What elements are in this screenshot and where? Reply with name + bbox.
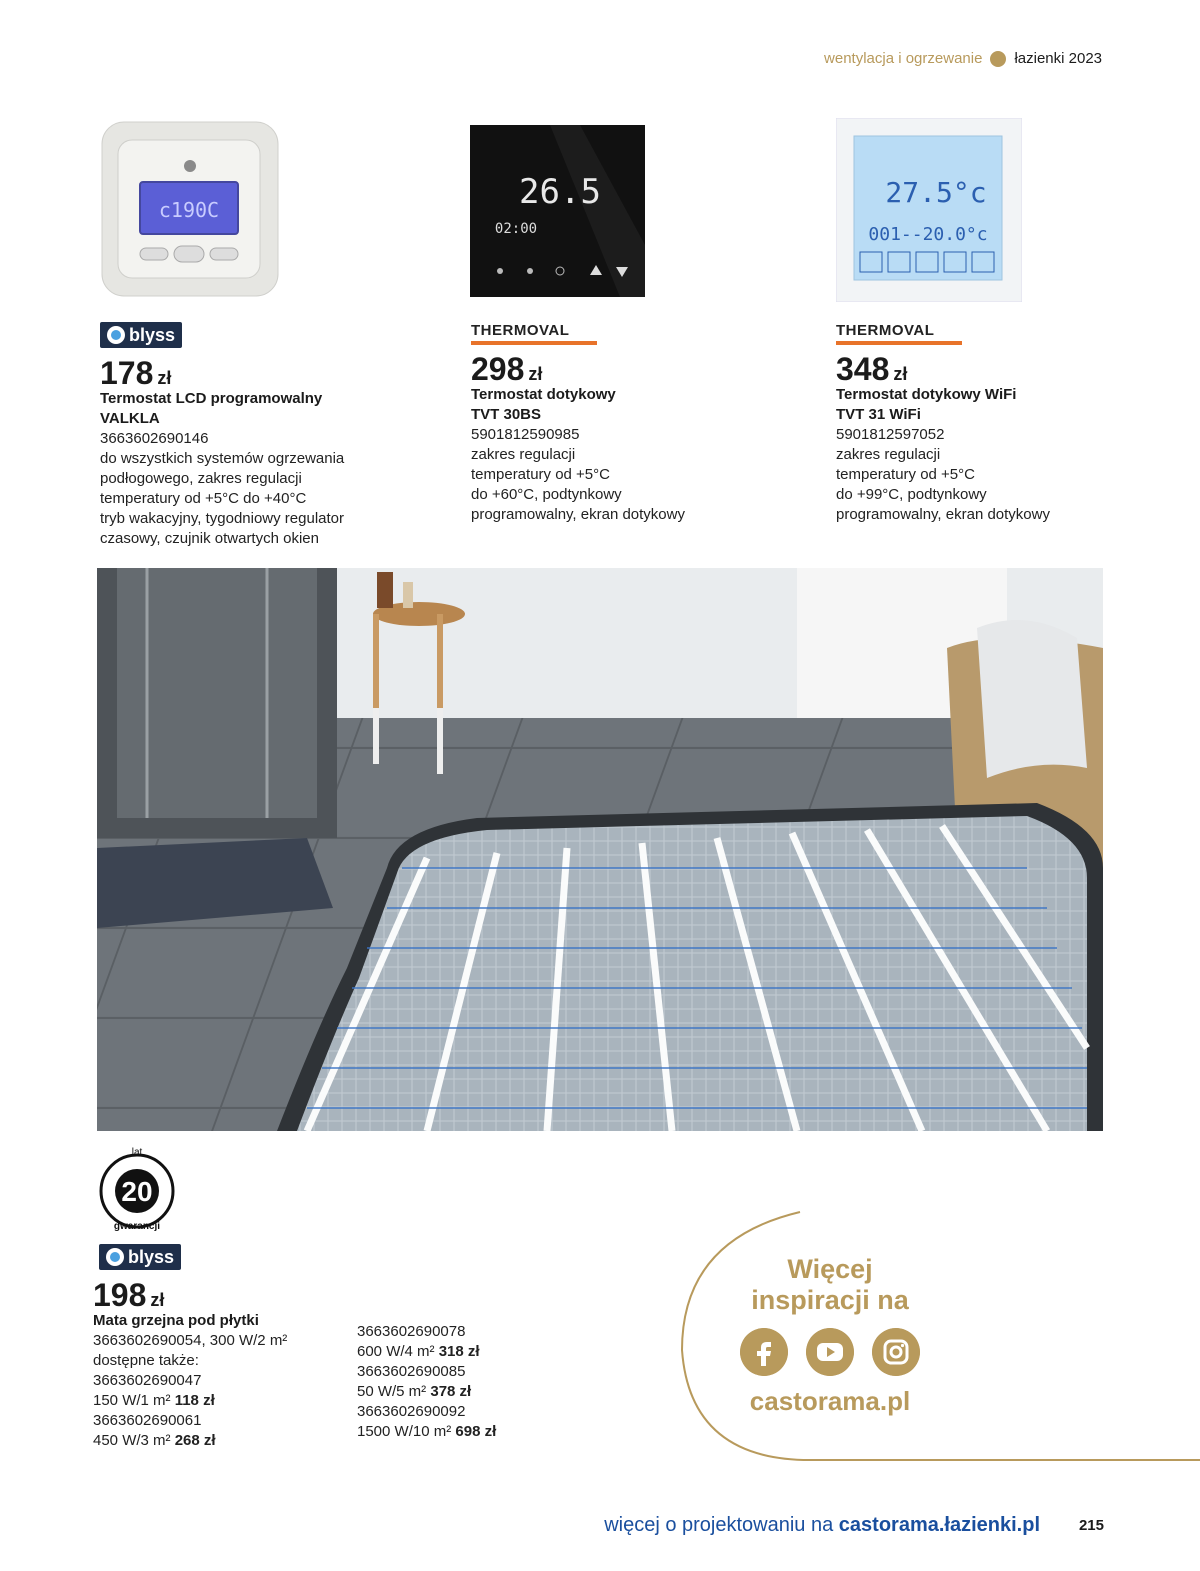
price-value: 198 — [93, 1277, 147, 1313]
page-number: 215 — [1078, 1517, 1104, 1534]
product-name: Mata grzejna pod płytki — [93, 1312, 259, 1329]
footer-link[interactable]: castorama.łazienki.pl — [838, 1514, 1040, 1536]
product-desc-line: czasowy, czujnik otwartych okien — [100, 530, 319, 547]
price-currency: zł — [528, 364, 543, 384]
variant-line: 3663602690047 — [93, 1372, 202, 1389]
social-promo — [680, 1210, 1200, 1462]
product-name-line2: VALKLA — [100, 410, 160, 427]
variant-price: 268 zł — [174, 1432, 216, 1449]
variant-line: 3663602690078 — [357, 1323, 466, 1340]
brand-logo-thermoval: THERMOVAL — [471, 322, 597, 345]
promo-heading — [734, 1254, 926, 1316]
variant-line: 3663602690092 — [357, 1403, 466, 1420]
variant-line: 3663602690054, 300 W/2 m² — [93, 1332, 288, 1349]
product-desc-line: zakres regulacji — [471, 446, 576, 463]
youtube-icon[interactable] — [806, 1328, 854, 1376]
product-desc-line: programowalny, ekran dotykowy — [836, 506, 1050, 523]
product-image-valkla — [100, 120, 280, 298]
price — [100, 357, 420, 389]
variant-line: 150 W/1 m² 118 zł — [93, 1392, 215, 1409]
valkla-display-text: c190C — [158, 198, 220, 222]
product-image-tvt30bs — [470, 125, 645, 297]
product-tvt31wifi — [836, 322, 1136, 525]
product-desc-line: do wszystkich systemów ogrzewania — [100, 450, 345, 467]
variant-price: 378 zł — [430, 1383, 472, 1400]
blyss-logo-icon — [107, 326, 125, 344]
warranty-number: 20 — [121, 1176, 153, 1207]
warranty-badge — [96, 1147, 178, 1231]
product-desc-line: zakres regulacji — [836, 446, 941, 463]
price — [836, 353, 1136, 385]
variant-price: 118 zł — [174, 1392, 215, 1409]
variants-right — [357, 1322, 496, 1442]
price-value: 178 — [100, 355, 154, 391]
price-currency: zł — [157, 368, 172, 388]
tvt31-display-temp: 27.5°c — [885, 176, 987, 209]
brand-name: blyss — [128, 1246, 175, 1267]
instagram-icon[interactable] — [872, 1328, 920, 1376]
product-tvt30bs — [471, 322, 791, 525]
tvt30-display-temp: 26.5 — [519, 172, 601, 212]
variant-line: 1500 W/10 m² 698 zł — [357, 1423, 497, 1440]
price-currency: zł — [150, 1290, 165, 1310]
brand-logo-blyss — [99, 1244, 181, 1270]
blyss-logo-icon — [106, 1248, 124, 1266]
brand-logo-blyss — [100, 322, 182, 348]
variant-line: dostępne także: — [93, 1352, 199, 1369]
variant-line: 600 W/4 m² 318 zł — [357, 1343, 480, 1360]
price — [471, 353, 791, 385]
product-desc-line: do +99°C, podtynkowy — [836, 486, 987, 503]
price-value: 348 — [836, 351, 890, 387]
price — [93, 1279, 533, 1311]
tvt31-display-set: 001--20.0°c — [868, 224, 988, 245]
product-name-line2: TVT 30BS — [471, 406, 542, 423]
product-image-tvt31wifi — [836, 118, 1022, 302]
variant-line: 50 W/5 m² 378 zł — [357, 1383, 472, 1400]
product-desc-line: temperatury od +5°C — [836, 466, 975, 483]
product-name-line1: Termostat dotykowy — [471, 386, 616, 403]
warranty-bottom-label: gwarancji — [113, 1221, 161, 1231]
tvt30-display-time: 02:00 — [494, 221, 538, 237]
product-ean: 5901812590985 — [471, 426, 580, 443]
product-desc-line: do +60°C, podtynkowy — [471, 486, 622, 503]
product-desc-line: programowalny, ekran dotykowy — [471, 506, 685, 523]
product-name-line2: TVT 31 WiFi — [836, 406, 921, 423]
brand-name: blyss — [129, 324, 176, 345]
product-ean: 5901812597052 — [836, 426, 945, 443]
variant-price: 318 zł — [438, 1343, 480, 1360]
header-dot — [990, 51, 1006, 67]
page-header — [824, 50, 1102, 67]
price-currency: zł — [893, 364, 908, 384]
variant-line: 3663602690061 — [93, 1412, 202, 1429]
product-ean: 3663602690146 — [100, 430, 209, 447]
variant-line: 450 W/3 m² 268 zł — [93, 1432, 216, 1449]
catalog-title: łazienki 2023 — [1014, 50, 1102, 67]
variant-price: 698 zł — [455, 1423, 497, 1440]
product-desc-line: temperatury od +5°C do +40°C — [100, 490, 307, 507]
price-value: 298 — [471, 351, 525, 387]
product-desc-line: tryb wakacyjny, tygodniowy regulator — [100, 510, 344, 527]
footer-text: więcej o projektowaniu na — [604, 1514, 834, 1536]
promo-line2: inspiracji na — [751, 1285, 909, 1315]
promo-site-link[interactable]: castorama.pl — [749, 1386, 911, 1416]
product-name-line1: Termostat dotykowy WiFi — [836, 386, 1017, 403]
product-desc-line: podłogowego, zakres regulacji — [100, 470, 302, 487]
bathroom-heating-mat-photo — [97, 568, 1103, 1131]
promo-line1: Więcej — [787, 1254, 873, 1284]
product-name-line1: Termostat LCD programowalny — [100, 390, 323, 407]
warranty-top-label: lat — [131, 1147, 143, 1158]
product-desc-line: temperatury od +5°C — [471, 466, 610, 483]
section-title: wentylacja i ogrzewanie — [824, 50, 983, 67]
brand-logo-thermoval: THERMOVAL — [836, 322, 962, 345]
facebook-icon[interactable] — [740, 1328, 788, 1376]
social-icons — [740, 1328, 920, 1376]
product-heating-mat — [93, 1244, 533, 1451]
footer-link-line — [604, 1514, 1040, 1537]
product-valkla — [100, 322, 420, 549]
variant-line: 3663602690085 — [357, 1363, 466, 1380]
